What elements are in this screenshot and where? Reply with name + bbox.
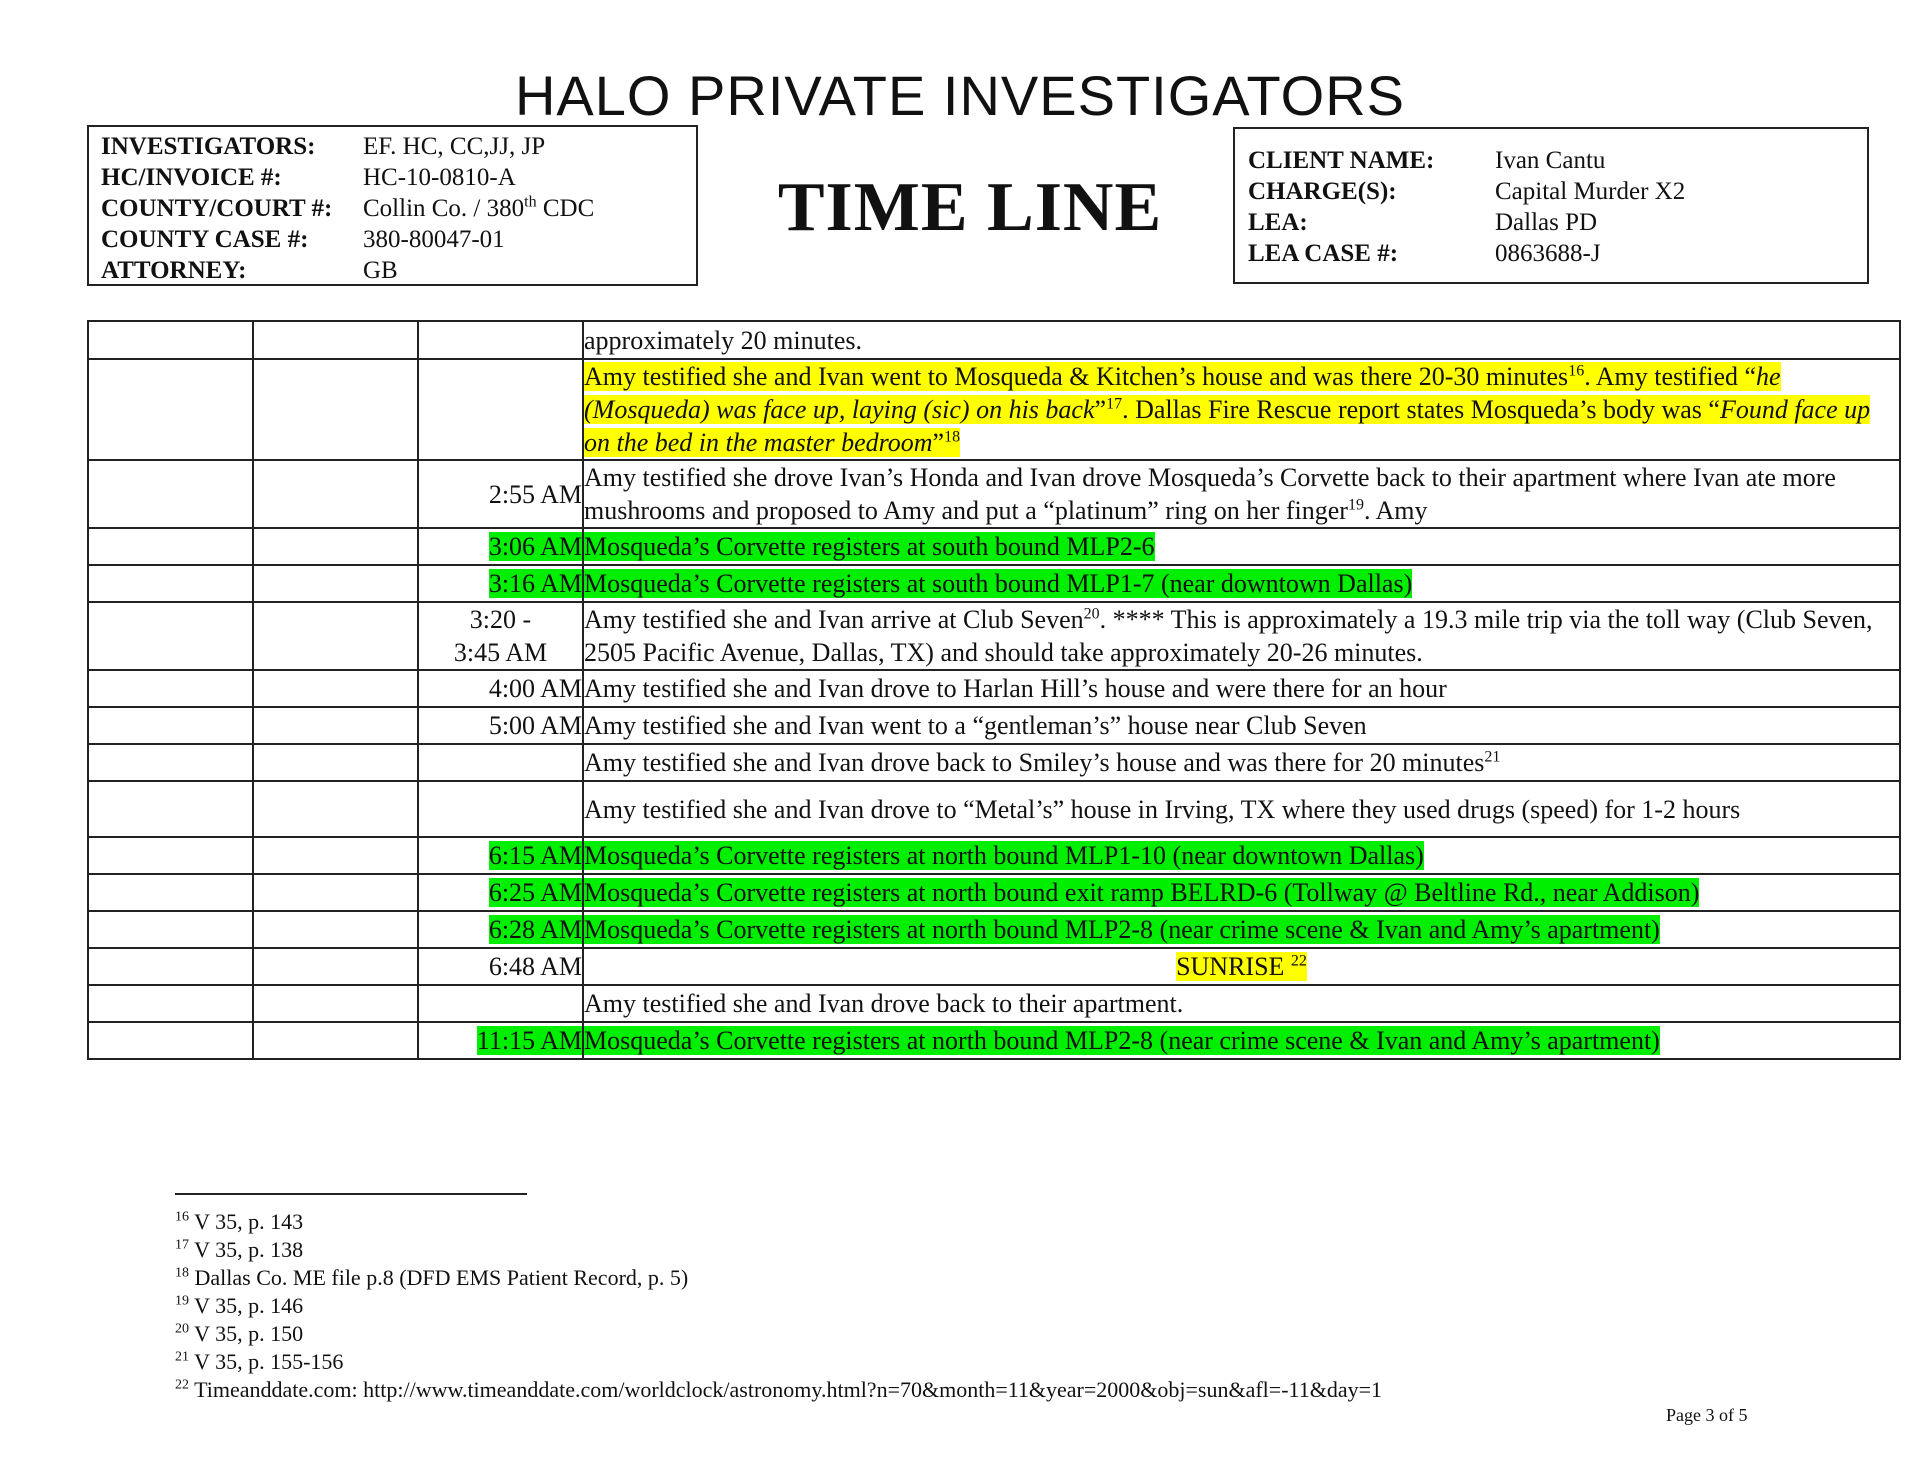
footnote-number: 22: [175, 1377, 189, 1393]
investigators-label: INVESTIGATORS:: [101, 133, 316, 160]
time-cell: [418, 911, 583, 948]
empty-cell: [253, 321, 418, 359]
empty-cell: [88, 948, 253, 985]
footnote-ref: 17: [1106, 395, 1123, 413]
time-cell: [418, 602, 583, 670]
description-cell: [583, 744, 1900, 781]
empty-cell: [253, 1022, 418, 1059]
ordinal-suffix: th: [524, 193, 537, 211]
footnote-text: V 35, p. 150: [189, 1321, 304, 1346]
client-name-value: Ivan Cantu: [1495, 147, 1606, 174]
empty-cell: [253, 948, 418, 985]
county-case-row: [101, 224, 696, 255]
charges-row: [1248, 176, 1867, 207]
time-cell: [418, 874, 583, 911]
lea-row: [1248, 207, 1867, 238]
time-text: 11:15 AM: [476, 1026, 582, 1055]
quoted-testimony: Found face up on the bed in the master bedroom: [584, 395, 1871, 457]
time-text: 5:00 AM: [488, 711, 582, 740]
empty-cell: [88, 837, 253, 874]
time-text: 6:25 AM: [488, 878, 582, 907]
description-cell: [583, 602, 1900, 670]
time-cell: [418, 1022, 583, 1059]
footnote-number: 18: [175, 1265, 189, 1281]
table-row: [88, 670, 1900, 707]
time-cell: [418, 460, 583, 528]
empty-cell: [253, 781, 418, 837]
description-text: Mosqueda’s Corvette registers at south bound MLP1-7 (near downtown Dallas): [584, 569, 1413, 598]
empty-cell: [88, 602, 253, 670]
description-cell: [583, 837, 1900, 874]
empty-cell: [88, 985, 253, 1022]
timeline-table: [87, 320, 1901, 1060]
footnote: [175, 1208, 1382, 1236]
footnote-text: Timeanddate.com: http://www.timeanddate.com/worldclock/astronomy.html?n=70&month=11&year=2000&obj=sun&afl=-11&day=1: [189, 1377, 1382, 1402]
footnote-text: V 35, p. 146: [189, 1293, 304, 1318]
table-row: [88, 602, 1900, 670]
footnote-ref: 21: [1484, 748, 1501, 766]
page-number: Page 3 of 5: [1666, 1405, 1748, 1425]
document-title: TIME LINE: [777, 169, 1163, 246]
footnote-separator: [175, 1193, 527, 1195]
empty-cell: [253, 565, 418, 602]
time-text: 2:55 AM: [488, 479, 582, 509]
footnote-ref: 16: [1568, 362, 1585, 380]
table-row: [88, 321, 1900, 359]
lea-label: LEA:: [1248, 209, 1308, 236]
invoice-row: [101, 162, 696, 193]
description-text: Amy testified she and Ivan drove back to Smiley’s house and was there for 20 minutes$^{21}$: [584, 748, 1501, 777]
empty-cell: [253, 837, 418, 874]
description-text: Amy testified she drove Ivan’s Honda and Ivan drove Mosqueda’s Corvette back to their apartment where Ivan ate more mushrooms and proposed to Amy and put a “platinum” ring on her finger$^{19}$. Amy: [584, 463, 1836, 525]
footnote-number: 21: [175, 1349, 189, 1365]
client-info-box: [1233, 127, 1869, 284]
empty-cell: [253, 359, 418, 460]
time-text: 4:00 AM: [488, 674, 582, 703]
table-row: [88, 565, 1900, 602]
lea-case-value: 0863688-J: [1495, 240, 1601, 267]
table-row: [88, 874, 1900, 911]
time-cell: [418, 744, 583, 781]
empty-cell: [88, 528, 253, 565]
table-row: [88, 744, 1900, 781]
table-row: [88, 837, 1900, 874]
empty-cell: [253, 670, 418, 707]
lea-value: Dallas PD: [1495, 209, 1598, 236]
empty-cell: [88, 874, 253, 911]
description-text: Amy testified she and Ivan arrive at Club Seven$^{20}$. **** This is approximately a 19.3 mile trip via the toll way (Club Seven, 2505 Pacific Avenue, Dallas, TX) and should take approximately 20-26 minutes.: [584, 605, 1873, 667]
empty-cell: [88, 1022, 253, 1059]
charges-label: CHARGE(S):: [1248, 178, 1397, 205]
description-cell: [583, 985, 1900, 1022]
empty-cell: [88, 670, 253, 707]
lea-case-row: [1248, 238, 1867, 269]
description-text: Amy testified she and Ivan drove to “Metal’s” house in Irving, TX where they used drugs (speed) for 1-2 hours: [584, 794, 1741, 824]
footnote-number: 20: [175, 1321, 189, 1337]
description-text: Mosqueda’s Corvette registers at north bound MLP2-8 (near crime scene & Ivan and Amy’s apartment): [584, 1026, 1660, 1055]
description-cell: [583, 707, 1900, 744]
client-name-row: [1248, 145, 1867, 176]
empty-cell: [253, 744, 418, 781]
quoted-testimony: he (Mosqueda) was face up, laying (sic) on his back: [584, 362, 1781, 424]
table-row: [88, 359, 1900, 460]
empty-cell: [88, 781, 253, 837]
description-cell: [583, 565, 1900, 602]
table-row: [88, 911, 1900, 948]
attorney-row: [101, 255, 696, 286]
table-row: [88, 1022, 1900, 1059]
time-cell: [418, 985, 583, 1022]
empty-cell: [253, 602, 418, 670]
footnote: [175, 1320, 1382, 1348]
table-row: [88, 528, 1900, 565]
county-case-value: 380-80047-01: [363, 226, 505, 253]
empty-cell: [88, 460, 253, 528]
time-text: 6:28 AM: [488, 915, 582, 944]
timeline-body: [88, 321, 1900, 1059]
county-court-row: [101, 193, 696, 224]
case-info-box: [87, 125, 698, 286]
footnote-number: 16: [175, 1209, 189, 1225]
time-cell: [418, 321, 583, 359]
time-cell: [418, 707, 583, 744]
empty-cell: [253, 874, 418, 911]
description-cell: [583, 874, 1900, 911]
footnotes: [175, 1208, 1382, 1404]
footnote-ref: 18: [944, 428, 961, 446]
description-text: Mosqueda’s Corvette registers at north bound MLP2-8 (near crime scene & Ivan and Amy’s apartment): [584, 915, 1660, 944]
attorney-label: ATTORNEY:: [101, 257, 247, 284]
description-cell: [583, 1022, 1900, 1059]
investigators-row: [101, 131, 696, 162]
description-text: SUNRISE $^{22}$: [1176, 952, 1307, 981]
footnote: [175, 1292, 1382, 1320]
footnote-ref: 22: [1290, 952, 1307, 970]
time-text: 3:16 AM: [488, 569, 582, 598]
table-row: [88, 781, 1900, 837]
description-text: approximately 20 minutes.: [584, 325, 863, 355]
time-cell: [418, 528, 583, 565]
time-cell: [418, 781, 583, 837]
county-case-label: COUNTY CASE #:: [101, 226, 309, 253]
empty-cell: [88, 359, 253, 460]
charges-value: Capital Murder X2: [1495, 178, 1686, 205]
empty-cell: [253, 911, 418, 948]
empty-cell: [88, 565, 253, 602]
time-cell: [418, 948, 583, 985]
description-text: Amy testified she and Ivan drove back to their apartment.: [584, 989, 1184, 1018]
empty-cell: [88, 707, 253, 744]
client-name-label: CLIENT NAME:: [1248, 147, 1435, 174]
description-text: Amy testified she and Ivan went to a “gentleman’s” house near Club Seven: [584, 711, 1367, 740]
investigators-value: EF. HC, CC,JJ, JP: [363, 133, 546, 160]
empty-cell: [253, 528, 418, 565]
company-name: HALO PRIVATE INVESTIGATORS: [514, 64, 1406, 127]
table-row: [88, 948, 1900, 985]
time-text: 6:48 AM: [488, 952, 582, 981]
table-row: [88, 707, 1900, 744]
empty-cell: [88, 321, 253, 359]
empty-cell: [253, 460, 418, 528]
footnote: [175, 1348, 1382, 1376]
footnote-text: V 35, p. 138: [189, 1237, 304, 1262]
footnote: [175, 1376, 1382, 1404]
time-cell: [418, 837, 583, 874]
empty-cell: [88, 911, 253, 948]
lea-case-label: LEA CASE #:: [1248, 240, 1399, 267]
footnote-ref: 20: [1083, 605, 1100, 623]
description-text: Mosqueda’s Corvette registers at south bound MLP2-6: [584, 532, 1155, 561]
table-row: [88, 985, 1900, 1022]
empty-cell: [253, 707, 418, 744]
description-cell: [583, 948, 1900, 985]
description-text: Amy testified she and Ivan went to Mosqueda & Kitchen’s house and was there 20-30 minutes$^{16}$. Amy testified “he (Mosqueda) was face up, laying (sic) on his back”$^{17}$. Dallas Fire Rescue report states Mosqueda’s body was “Found face up on the bed in the master bedroom”$^{18}$: [584, 362, 1871, 457]
description-cell: [583, 460, 1900, 528]
description-cell: [583, 670, 1900, 707]
time-text: 3:06 AM: [488, 532, 582, 561]
footnote-number: 17: [175, 1237, 189, 1253]
description-cell: [583, 911, 1900, 948]
description-cell: [583, 359, 1900, 460]
footnote-number: 19: [175, 1293, 189, 1309]
description-cell: [583, 528, 1900, 565]
county-court-label: COUNTY/COURT #:: [101, 195, 333, 222]
county-court-value: Collin Co. / 380th CDC: [363, 193, 595, 222]
empty-cell: [253, 985, 418, 1022]
description-text: Mosqueda’s Corvette registers at north bound exit ramp BELRD-6 (Tollway @ Beltline Rd., near Addison): [584, 878, 1700, 907]
footnote: [175, 1264, 1382, 1292]
footnote: [175, 1236, 1382, 1264]
time-text: 6:15 AM: [488, 841, 582, 870]
invoice-label: HC/INVOICE #:: [101, 164, 282, 191]
footnote-ref: 19: [1347, 496, 1364, 514]
time-range-end: 3:45 AM: [453, 638, 548, 667]
footnote-text: V 35, p. 155-156: [189, 1349, 344, 1374]
empty-cell: [88, 744, 253, 781]
attorney-value: GB: [363, 257, 398, 284]
description-cell: [583, 321, 1900, 359]
description-text: Mosqueda’s Corvette registers at north bound MLP1-10 (near downtown Dallas): [584, 841, 1424, 870]
time-cell: [418, 359, 583, 460]
time-cell: [418, 565, 583, 602]
invoice-value: HC-10-0810-A: [363, 164, 516, 191]
footnote-text: Dallas Co. ME file p.8 (DFD EMS Patient Record, p. 5): [189, 1265, 689, 1290]
time-cell: [418, 670, 583, 707]
description-cell: [583, 781, 1900, 837]
time-range-start: 3:20 -: [469, 605, 532, 634]
footnote-text: V 35, p. 143: [189, 1209, 304, 1234]
table-row: [88, 460, 1900, 528]
description-text: Amy testified she and Ivan drove to Harlan Hill’s house and were there for an hour: [584, 674, 1447, 703]
